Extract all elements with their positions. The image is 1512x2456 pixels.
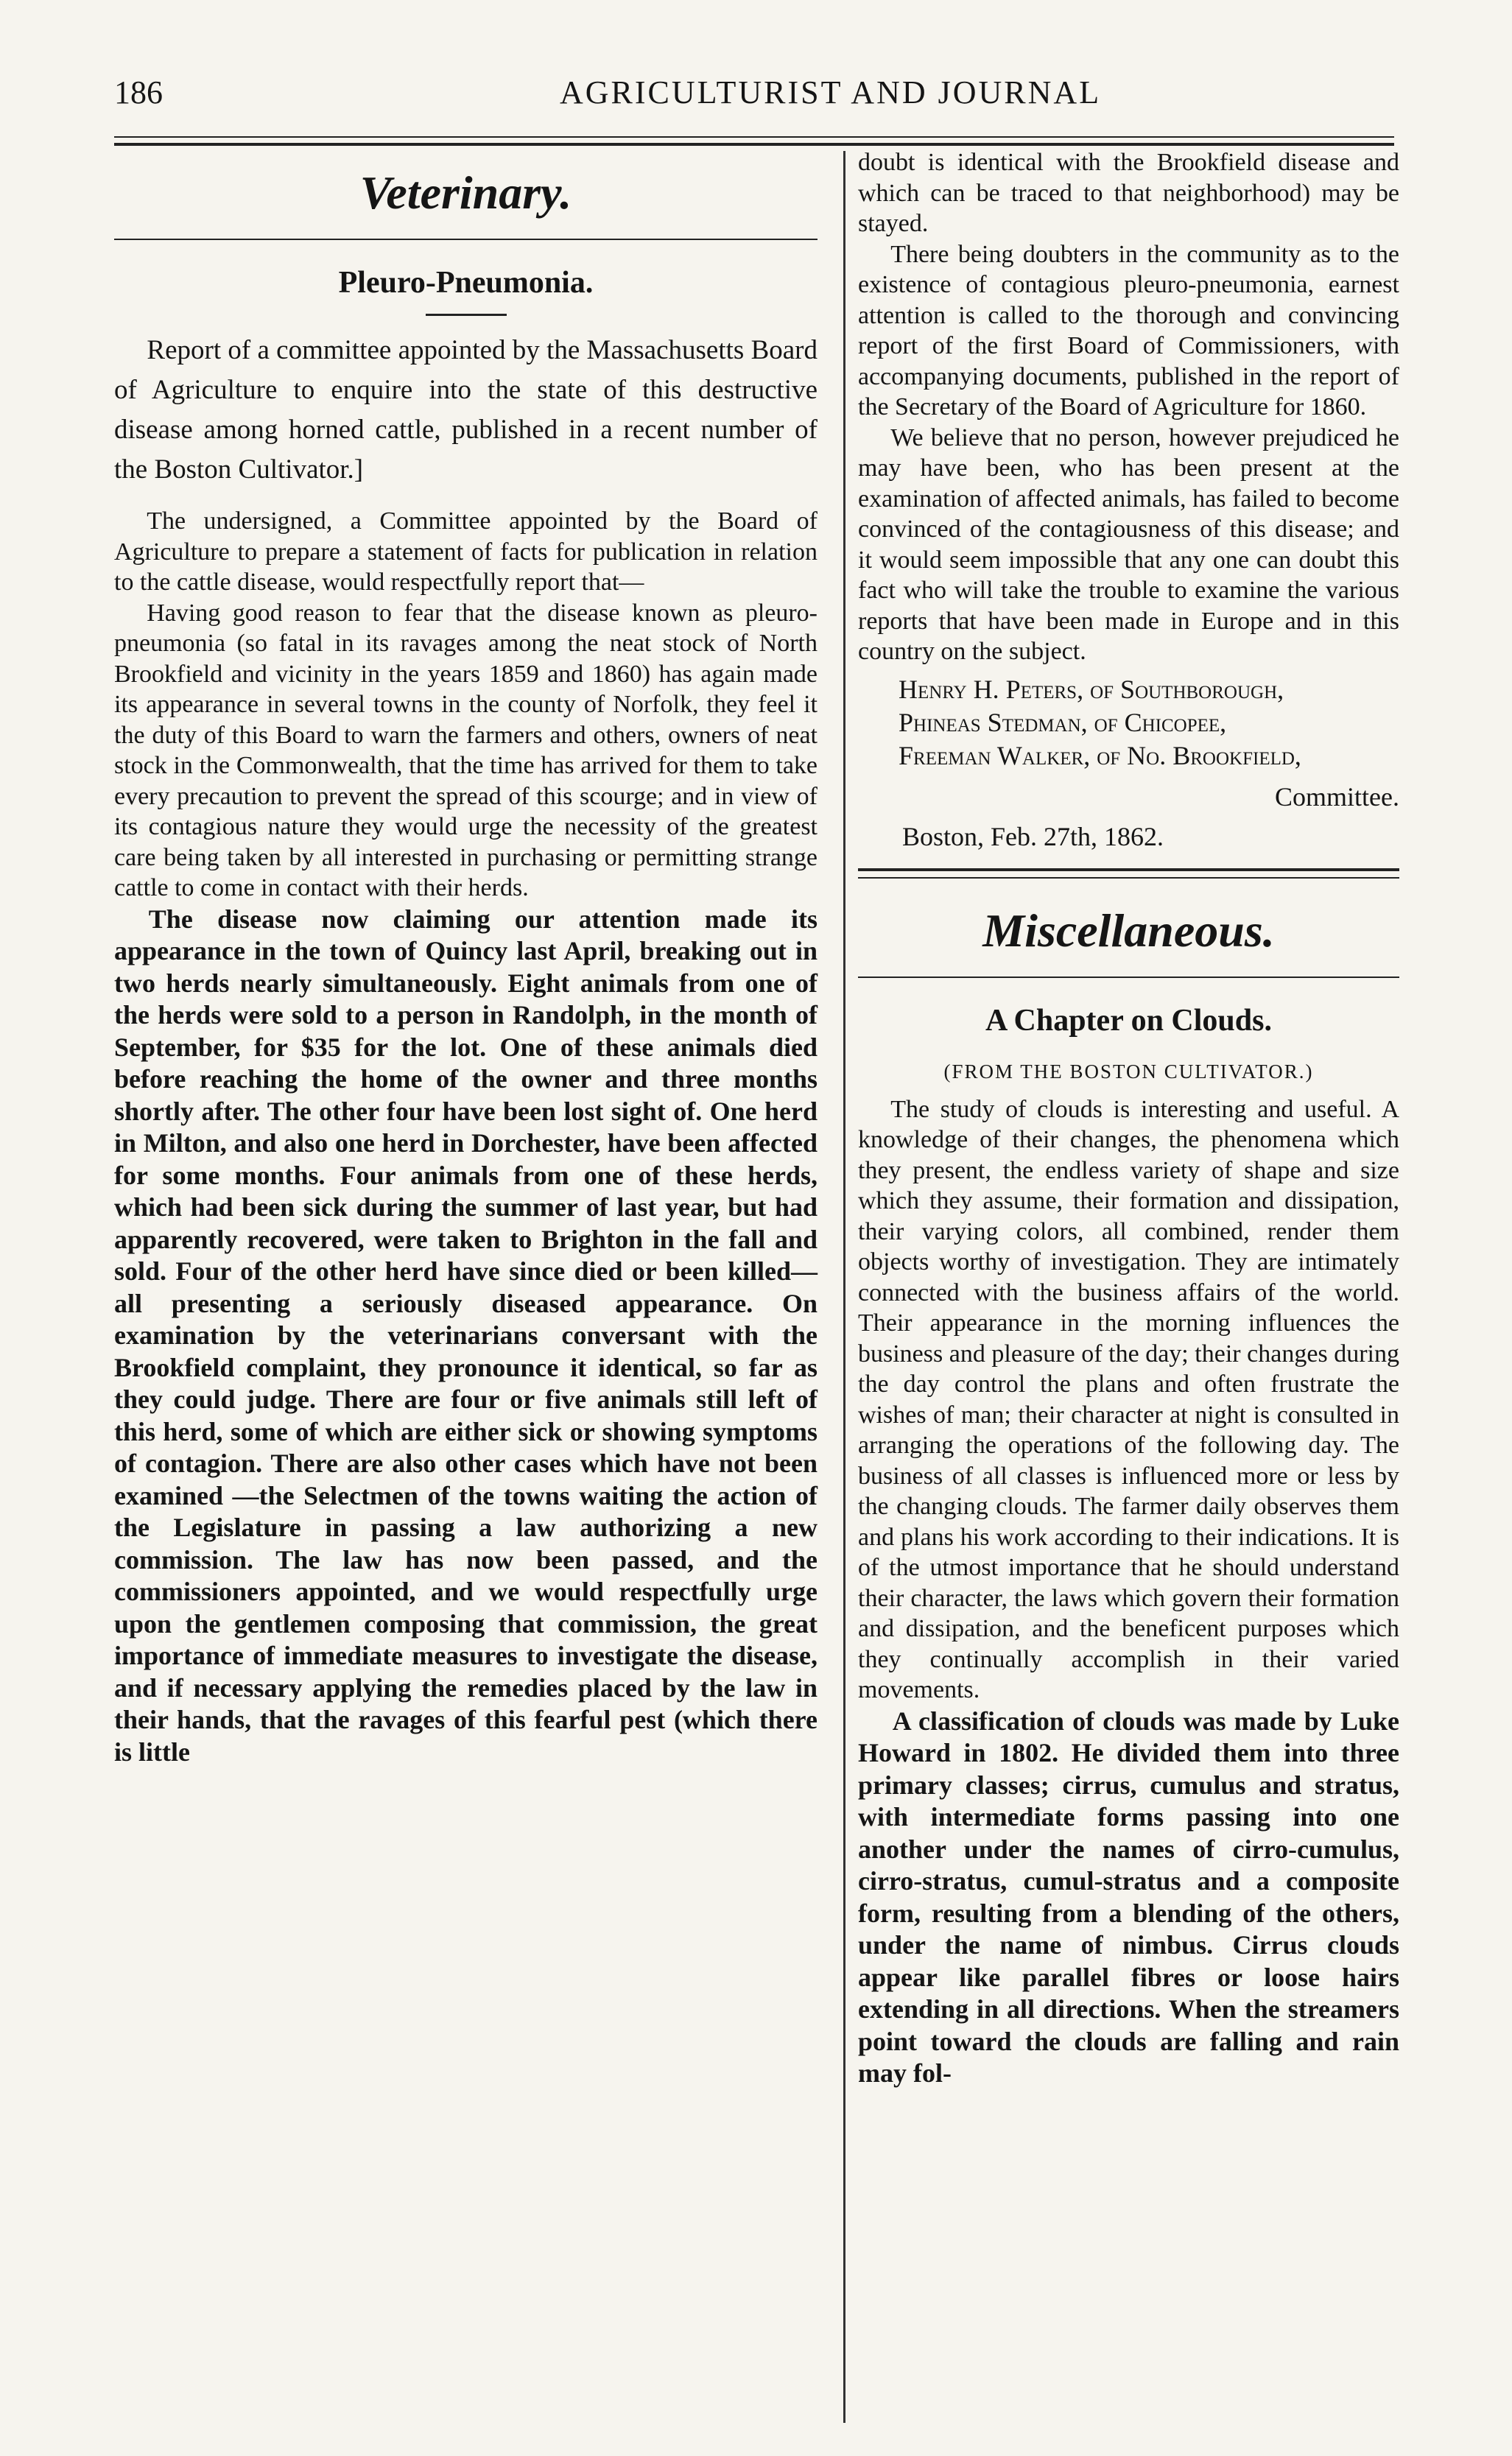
report-paragraph-3: The disease now claiming our attention made its appearance in the town of Quincy last April, breaking out in two herds nearly simultaneously. Eight animals from one of the herds were sold to a person in Randolph, in the month of September, for $35 for the lot. One of these animals died before reaching the home of the owner and three months shortly after. The other four have been lost sight of. One herd in Milton, and also one herd in Dorchester, have been affected for some months. Four animals from one of these herds, which had been sick during the summer of last year, but had apparently recovered, were taken to Brighton in the fall and sold. Four of the other herd have since died or been killed—all presenting a seriously diseased appearance. On examination by the veterinarians conversant with the Brookfield complaint, they pronounce it identical, so far as they could judge. There are four or five animals still left of this herd, some of which are either sick or showing symptoms of contagion. There are also other cases which have not been examined —the Selectmen of the towns waiting the action of the Legislature in passing a law authorizing a new commission. The law has now been passed, and the commissioners appointed, and we would respectfully urge upon the gentlemen composing that commission, the great importance of immediate measures to investigate the disease, and if necessary applying the remedies placed by the law in their hands, that the ravages of this fearful pest (which there is little xyxy=(114,904,817,1767)
dateline: Boston, Feb. 27th, 1862. xyxy=(902,821,1164,851)
contagiousness-paragraph: We believe that no person, however prejudiced he may have been, who has been present at the examination of affected animals, has failed to become convinced of the contagiousness of this disease; and it would seem impossible that any one can doubt this fact who will take the trouble to examine the various reports that have been made in Europe and in this country on the subject. xyxy=(858,423,1399,665)
veterinary-heading: Veterinary. xyxy=(359,166,572,219)
doubters-paragraph: There being doubters in the community as to the existence of contagious pleuro-pneumonia, earnest attention is called to the thorough and convincing report of the first Board of Commissioners, with accompanying documents, published in the report of the Secretary of the Board of Agriculture for 1860. xyxy=(858,240,1399,421)
committee-signatures xyxy=(858,673,1399,773)
miscellaneous-heading: Miscellaneous. xyxy=(982,904,1275,957)
page-number: 186 xyxy=(114,74,163,110)
signature-phineas-stedman: Phineas Stedman, of Chicopee, xyxy=(899,707,1227,737)
signature-henry-peters: Henry H. Peters, of Southborough, xyxy=(899,674,1284,704)
signature-freeman-walker: Freeman Walker, of No. Brookfield, xyxy=(899,740,1301,770)
title-short-rule xyxy=(426,314,507,316)
source-note: (FROM THE BOSTON CULTIVATOR.) xyxy=(943,1060,1314,1083)
veterinary-rule xyxy=(114,239,817,240)
clouds-paragraph-2: A classification of clouds was made by Luke Howard in 1802. He divided them into three primary classes; cirrus, cumulus and stratus, with intermediate forms passing into one another under the names of cirro-cumulus, cirro-stratus, cumul-stratus and a composite form, resulting from a blending of the others, under the name of nimbus. Cirrus clouds appear like parallel fibres or loose hairs extending in all directions. When the streamers point toward the clouds are falling and rain may fol- xyxy=(858,1706,1399,2088)
clouds-paragraph-1: The study of clouds is interesting and useful. A knowledge of their changes, the phenomena which they present, the endless variety of shape and size which they assume, their formation and dissipation, their varying colors, all combined, render them objects worthy of investigation. They are intimately connected with the business affairs of the world. Their appearance in the morning influences the business and pleasure of the day; their changes during the day control the plans and often frustrate the wishes of man; their character at night is consulted in arranging the operations of the following day. The business of all classes is influenced more or less by the changing clouds. The farmer daily observes them and plans his work according to their indications. It is of the utmost importance that he should understand their character, the laws which govern their formation and dissipation, and the beneficent purposes which they continually accomplish in their varied movements. xyxy=(858,1095,1399,1703)
left-column xyxy=(114,147,817,1768)
pleuro-pneumonia-title: Pleuro-Pneumonia. xyxy=(338,266,594,300)
report-introduction: Report of a committee appointed by the Massachusetts Board of Agriculture to enquire into the state of this destructive disease among horned cattle, published in a recent number of the Boston Cultivator.] xyxy=(114,335,817,485)
running-title: AGRICULTURIST AND JOURNAL xyxy=(560,74,1102,110)
page-header xyxy=(0,0,1512,125)
committee-label: Committee. xyxy=(1275,781,1399,812)
column-divider xyxy=(843,151,845,2423)
miscellaneous-rule xyxy=(858,868,1399,879)
top-double-rule xyxy=(114,136,1394,146)
right-column xyxy=(858,147,1399,2090)
report-paragraph-1: The undersigned, a Committee appointed by the Board of Agriculture to prepare a statement of facts for publication in relation to the cattle disease, would respectfully report that— xyxy=(114,507,817,596)
clouds-title: A Chapter on Clouds. xyxy=(985,1003,1272,1038)
report-paragraph-2: Having good reason to fear that the disease known as pleuro-pneumonia (so fatal in its ravages among the neat stock of North Brookfield and vicinity in the years 1859 and 1860) has again made its appearance in several towns in the county of Norfolk, they feel it the duty of this Board to warn the farmers and others, owners of neat stock in the Commonwealth, that the time has arrived for them to take every precaution to prevent the spread of this scourge; and in view of its contagious nature they would urge the necessity of the greatest care being taken by all interested in purchasing or permitting strange cattle to come in contact with their herds. xyxy=(114,599,817,901)
continued-paragraph: doubt is identical with the Brookfield disease and which can be traced to that neighborhood) may be stayed. xyxy=(858,149,1399,237)
miscellaneous-section-rule xyxy=(858,977,1399,978)
